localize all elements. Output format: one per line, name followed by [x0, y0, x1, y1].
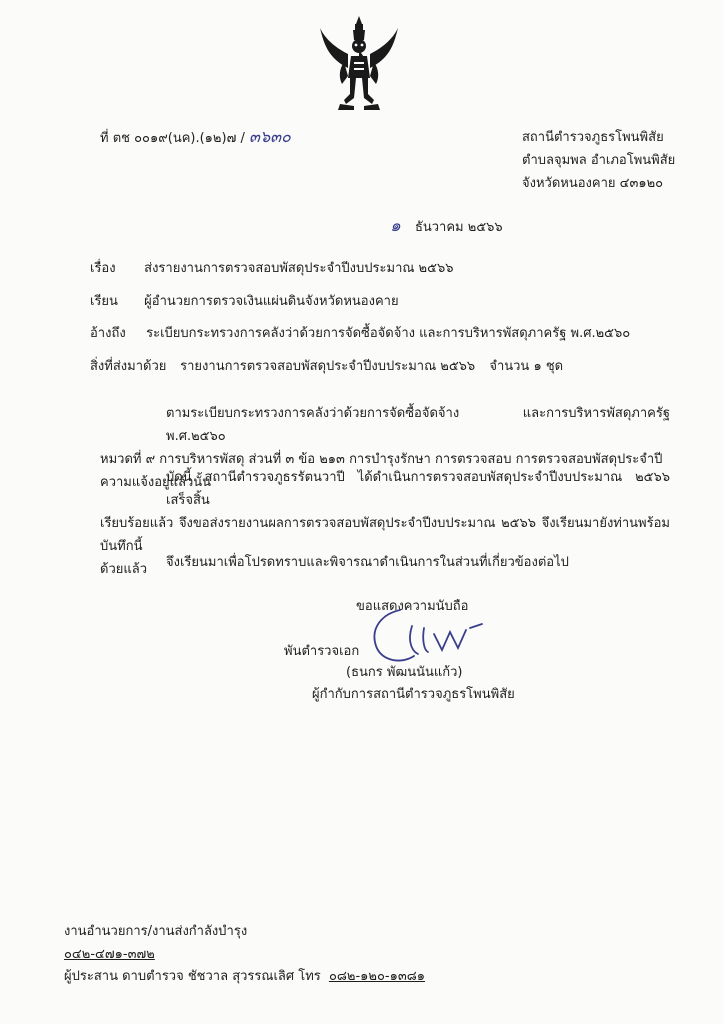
body-line: หมวดที่ ๙ การบริหารพัสดุ ส่วนที่ ๓ ข้อ ๒๑๓ การบำรุงรักษา การตรวจสอบ การตรวจสอบพัสดุประจำปี [100, 452, 663, 467]
reference-line [90, 325, 630, 343]
subject-label: เรื่อง [90, 261, 116, 276]
footer-coordinator [64, 968, 425, 986]
attachment-text: รายงานการตรวจสอบพัสดุประจำปีงบประมาณ ๒๕๖๖ [180, 359, 476, 374]
body-line: ความแจ้งอยู่แล้วนั้น [100, 475, 212, 490]
sender-address [522, 126, 675, 195]
closing-salutation: ขอแสดงความนับถือ [356, 599, 469, 614]
date-handwritten-day: ๑ [390, 216, 401, 236]
footer-coordinator-label: ผู้ประสาน ดาบตำรวจ ชัชวาล สุวรรณเลิศ โทร [64, 969, 321, 984]
body-line: เรียบร้อยแล้ว จึงขอส่งรายงานผลการตรวจสอบพัสดุประจำปีงบประมาณ ๒๕๖๖ จึงเรียนมายังท่านพร้อมบันทึกนี้ [100, 516, 670, 554]
attachment-qty: จำนวน ๑ ชุด [489, 359, 564, 374]
sender-address-line: ตำบลจุมพล อำเภอโพนพิสัย [522, 153, 676, 168]
body-line: ตามระเบียบกระทรวงการคลังว่าด้วยการจัดซื้อจัดจ้าง และการบริหารพัสดุภาครัฐ พ.ศ.๒๕๖๐ [166, 406, 670, 444]
document-number-prefix: ที่ ตช ๐๐๑๙(นค).(๑๒)๗ / [100, 131, 245, 146]
attachment-label: สิ่งที่ส่งมาด้วย [90, 359, 167, 374]
reference-text: ระเบียบกระทรวงการคลังว่าด้วยการจัดซื้อจัดจ้าง และการบริหารพัสดุภาครัฐ พ.ศ.๒๕๖๐ [146, 326, 631, 341]
footer-coordinator-phone: ๐๘๒-๑๒๐-๑๓๘๑ [328, 969, 426, 984]
subject-line [90, 260, 453, 278]
attachment-line [90, 358, 563, 376]
footer-department: งานอำนวยการ/งานส่งกำลังบำรุง [64, 924, 248, 939]
reference-label: อ้างถึง [90, 326, 126, 341]
sender-address-line: สถานีตำรวจภูธรโพนพิสัย [522, 130, 664, 145]
signer-rank: พันตำรวจเอก [284, 644, 360, 659]
handwritten-signature-icon [362, 606, 502, 668]
footer-phone: ๐๔๒-๔๗๑-๓๗๒ [64, 947, 155, 962]
document-number [100, 128, 291, 148]
garuda-emblem-icon [318, 14, 400, 114]
recipient-line [90, 293, 399, 311]
body-line: บัดนี้ สถานีตำรวจภูธรรัตนวาปี ได้ดำเนินการตรวจสอบพัสดุประจำปีงบประมาณ ๒๕๖๖ เสร็จสิ้น [166, 470, 670, 508]
recipient-label: เรียน [90, 294, 118, 309]
body-line: ด้วยแล้ว [100, 562, 148, 577]
signer-name: (ธนกร พัฒนนันแก้ว) [346, 665, 463, 680]
date-month-year: ธันวาคม ๒๕๖๖ [414, 220, 503, 235]
letter-date [390, 217, 503, 237]
recipient-text: ผู้อำนวยการตรวจเงินแผ่นดินจังหวัดหนองคาย [144, 294, 399, 309]
subject-text: ส่งรายงานการตรวจสอบพัสดุประจำปีงบประมาณ ๒๕๖๖ [144, 261, 454, 276]
sender-address-line: จังหวัดหนองคาย ๔๓๑๒๐ [522, 176, 664, 191]
body-paragraph-3: จึงเรียนมาเพื่อโปรดทราบและพิจารณาดำเนินการในส่วนที่เกี่ยวข้องต่อไป [166, 555, 569, 570]
signer-position: ผู้กำกับการสถานีตำรวจภูธรโพนพิสัย [312, 687, 515, 702]
document-number-handwritten: ๓๖๓๐ [249, 127, 291, 146]
